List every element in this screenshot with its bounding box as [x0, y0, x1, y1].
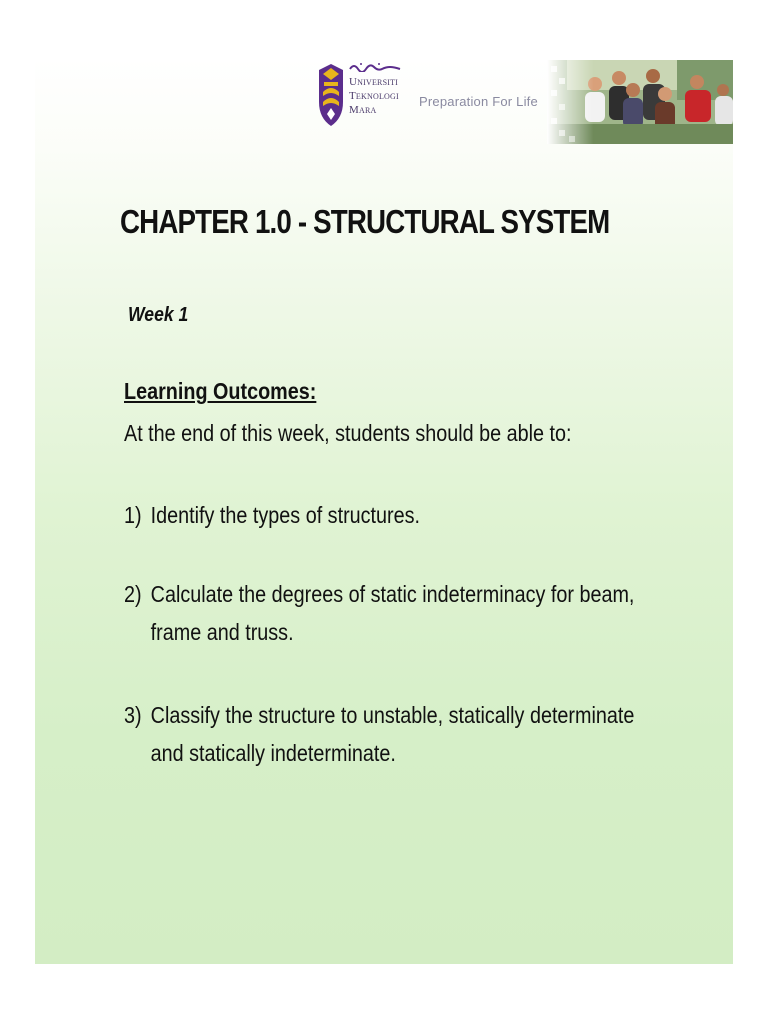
outcome-item-3	[124, 696, 634, 772]
jawi-script-mark	[349, 62, 401, 72]
university-line-3: Mara	[349, 104, 377, 116]
university-line-2: Teknologi	[349, 90, 399, 102]
outcome-number: 2)	[124, 581, 142, 607]
outcome-text-line: and statically indeterminate.	[150, 740, 396, 766]
tagline: Preparation For Life	[419, 94, 538, 109]
outcome-text-line: frame and truss.	[150, 619, 294, 645]
outcome-text-line: Calculate the degrees of static indeterminacy for beam,	[150, 581, 635, 607]
learning-outcomes-heading: Learning Outcomes:	[124, 378, 317, 404]
students-photo	[547, 60, 733, 144]
outcome-item-2	[124, 575, 634, 651]
outcome-number: 3)	[124, 702, 142, 728]
learning-outcomes-intro: At the end of this week, students should be able to:	[124, 420, 572, 446]
outcome-text-line: Identify the types of structures.	[150, 502, 421, 528]
university-line-1: Universiti	[349, 76, 399, 88]
week-label: Week 1	[128, 304, 189, 326]
university-name	[349, 60, 421, 128]
uitm-crest-logo	[315, 62, 347, 128]
outcome-text-line: Classify the structure to unstable, statically determinate	[150, 702, 635, 728]
chapter-title: CHAPTER 1.0 - STRUCTURAL SYSTEM	[120, 203, 610, 240]
slide	[35, 58, 733, 964]
outcome-number: 1)	[124, 502, 142, 528]
outcome-item-1	[124, 496, 420, 534]
